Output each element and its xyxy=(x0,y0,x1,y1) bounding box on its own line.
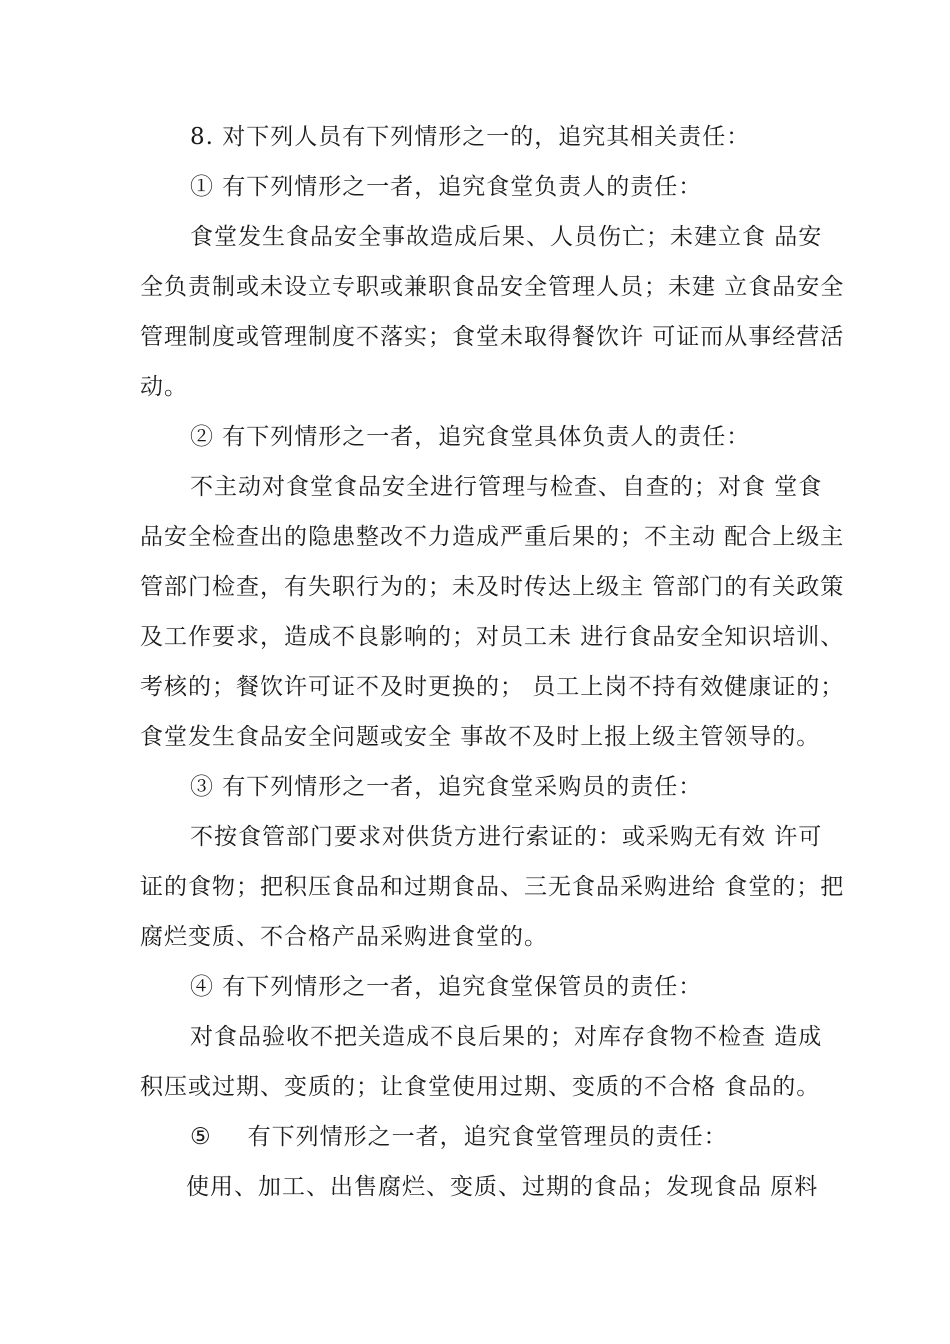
section-1-line-4: 动。 xyxy=(140,374,188,400)
section-3-title: ③ 有下列情形之一者，追究食堂采购员的责任： xyxy=(190,774,703,800)
section-1-line-3: 管理制度或管理制度不落实；食堂未取得餐饮许 可证而从事经营活 xyxy=(140,324,845,350)
section-4-line-1: 对食品验收不把关造成不良后果的；对库存食物不检查 造成 xyxy=(190,1024,823,1050)
section-1-title: ① 有下列情形之一者，追究食堂负责人的责任： xyxy=(190,174,703,200)
section-2-title: ② 有下列情形之一者，追究食堂具体负责人的责任： xyxy=(190,424,751,450)
section-3-line-1: 不按食管部门要求对供货方进行索证的：或采购无有效 许可 xyxy=(190,824,823,850)
section-1-line-2: 全负责制或未设立专职或兼职食品安全管理人员；未建 立食品安全 xyxy=(140,274,845,300)
heading: 8. 对下列人员有下列情形之一的，追究其相关责任： xyxy=(190,124,751,150)
section-4-line-2: 积压或过期、变质的；让食堂使用过期、变质的不合格 食品的。 xyxy=(140,1074,821,1100)
section-3-line-3: 腐烂变质、不合格产品采购进食堂的。 xyxy=(140,924,548,950)
section-4-title: ④ 有下列情形之一者，追究食堂保管员的责任： xyxy=(190,974,703,1000)
section-3-line-2: 证的食物；把积压食品和过期食品、三无食品采购进给 食堂的；把 xyxy=(140,874,845,900)
section-2-line-4: 及工作要求，造成不良影响的；对员工未 进行食品安全知识培训、 xyxy=(140,624,845,650)
section-2-line-5: 考核的；餐饮许可证不及时更换的； 员工上岗不持有效健康证的； xyxy=(140,674,845,700)
section-5-number: ⑤ xyxy=(190,1124,212,1150)
section-5-line-1: 使用、加工、出售腐烂、变质、过期的食品；发现食品 原料 xyxy=(186,1174,819,1200)
section-2-line-3: 管部门检查，有失职行为的；未及时传达上级主 管部门的有关政策 xyxy=(140,574,845,600)
section-1-line-1: 食堂发生食品安全事故造成后果、人员伤亡；未建立食 品安 xyxy=(190,224,823,250)
section-2-line-2: 品安全检查出的隐患整改不力造成严重后果的；不主动 配合上级主 xyxy=(140,524,845,550)
section-5-title xyxy=(140,1112,840,1162)
section-5-title-text: 有下列情形之一者，追究食堂管理员的责任： xyxy=(247,1124,728,1150)
section-2-line-6: 食堂发生食品安全问题或安全 事故不及时上报上级主管领导的。 xyxy=(140,724,821,750)
section-2-line-1: 不主动对食堂食品安全进行管理与检查、自查的；对食 堂食 xyxy=(190,474,823,500)
